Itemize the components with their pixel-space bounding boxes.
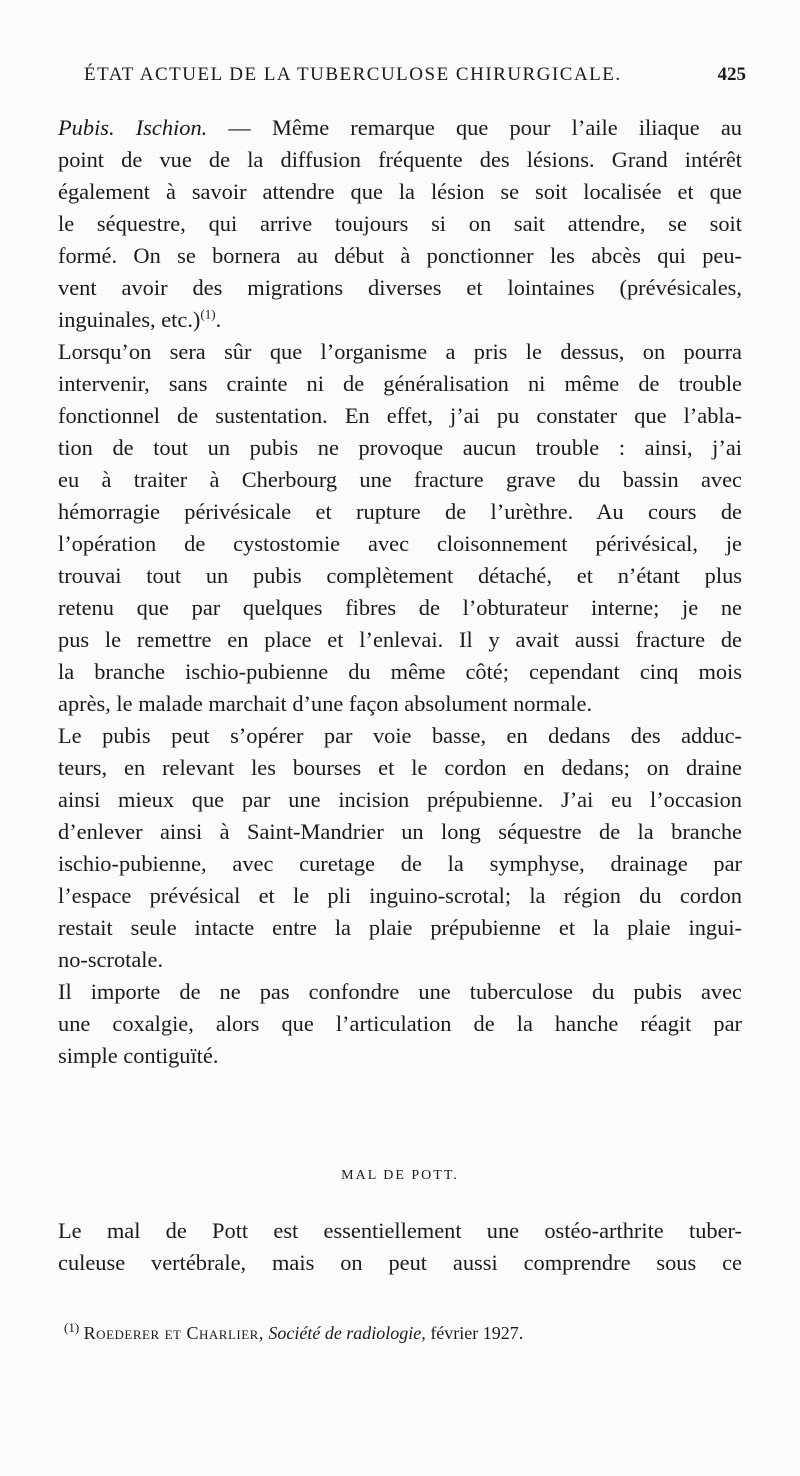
paragraph-organisme <box>58 336 742 720</box>
text-line: l’espace prévésical et le pli inguino-scrotal; la région du cordon <box>58 883 742 908</box>
text-line: eu à traiter à Cherbourg une fracture grave du bassin avec <box>58 467 742 492</box>
paragraph-mal-de-pott <box>58 1215 742 1279</box>
footnote-date: février 1927. <box>430 1323 524 1343</box>
paragraph-pubis-ischion <box>58 112 742 336</box>
running-head <box>84 64 746 86</box>
paragraph-coxalgie <box>58 976 742 1072</box>
text-line: ischio-pubienne, avec curetage de la symphyse, drainage par <box>58 851 742 876</box>
text-line: Il importe de ne pas confondre une tuberculose du pubis avec <box>58 979 742 1004</box>
text-line: simple contiguïté. <box>58 1043 219 1068</box>
footnote <box>64 1320 744 1346</box>
text-line: culeuse vertébrale, mais on peut aussi comprendre sous ce <box>58 1250 742 1275</box>
text-line: point de vue de la diffusion fréquente des lésions. Grand intérêt <box>58 147 742 172</box>
text-line: pus le remettre en place et l’enlevai. Il y avait aussi fracture de <box>58 627 742 652</box>
footnote-marker: (1) <box>64 1320 80 1335</box>
text-line: intervenir, sans crainte ni de généralisation ni même de trouble <box>58 371 742 396</box>
text-line: le séquestre, qui arrive toujours si on sait attendre, se soit <box>58 211 742 236</box>
footnote-authors: Roederer et Charlier, <box>83 1323 264 1343</box>
text-line: Le pubis peut s’opérer par voie basse, en dedans des adduc- <box>58 723 742 748</box>
text-line: Le mal de Pott est essentiellement une ostéo-arthrite tuber- <box>58 1218 742 1243</box>
paragraph-voie-basse <box>58 720 742 976</box>
body-text <box>58 112 742 1072</box>
text-line: formé. On se bornera au début à ponctionner les abcès qui peu- <box>58 243 742 268</box>
text-line: ainsi mieux que par une incision prépubienne. J’ai eu l’occasion <box>58 787 742 812</box>
text-line: l’opération de cystostomie avec cloisonnement périvésical, je <box>58 531 742 556</box>
text-line: Lorsqu’on sera sûr que l’organisme a pris le dessus, on pourra <box>58 339 742 364</box>
text-line: également à savoir attendre que la lésion se soit localisée et que <box>58 179 742 204</box>
text-line: no-scrotale. <box>58 947 164 972</box>
text-line: Pubis. Ischion. — Même remarque que pour l’aile iliaque au <box>58 115 742 140</box>
footnote-journal: Société de radiologie, <box>268 1323 426 1343</box>
text-line: restait seule intacte entre la plaie prépubienne et la plaie ingui- <box>58 915 742 940</box>
section-heading: MAL DE POTT. <box>341 1168 459 1183</box>
text-line: la branche ischio-pubienne du même côté; cependant cinq mois <box>58 659 742 684</box>
text-line: après, le malade marchait d’une façon absolument normale. <box>58 691 593 716</box>
running-title: ÉTAT ACTUEL DE LA TUBERCULOSE CHIRURGICALE. <box>84 64 622 85</box>
text-line: vent avoir des migrations diverses et lointaines (prévésicales, <box>58 275 742 300</box>
text-line: retenu que par quelques fibres de l’obturateur interne; je ne <box>58 595 742 620</box>
text-line: trouvai tout un pubis complètement détaché, et n’étant plus <box>58 563 742 588</box>
text-line: tion de tout un pubis ne provoque aucun trouble : ainsi, j’ai <box>58 435 742 460</box>
lead-heading: Pubis. Ischion. <box>58 115 208 140</box>
footnote-reference: (1) <box>200 306 216 322</box>
text-line: d’enlever ainsi à Saint-Mandrier un long séquestre de la branche <box>58 819 742 844</box>
text-line: teurs, en relevant les bourses et le cordon en dedans; on draine <box>58 755 742 780</box>
text-line: une coxalgie, alors que l’articulation de la hanche réagit par <box>58 1011 742 1036</box>
page-number: 425 <box>717 64 746 85</box>
text-line: fonctionnel de sustentation. En effet, j’ai pu constater que l’abla- <box>58 403 742 428</box>
text-line: inguinales, etc.)$^{(1)}$. <box>58 306 222 332</box>
text-line: hémorragie périvésicale et rupture de l’urèthre. Au cours de <box>58 499 742 524</box>
